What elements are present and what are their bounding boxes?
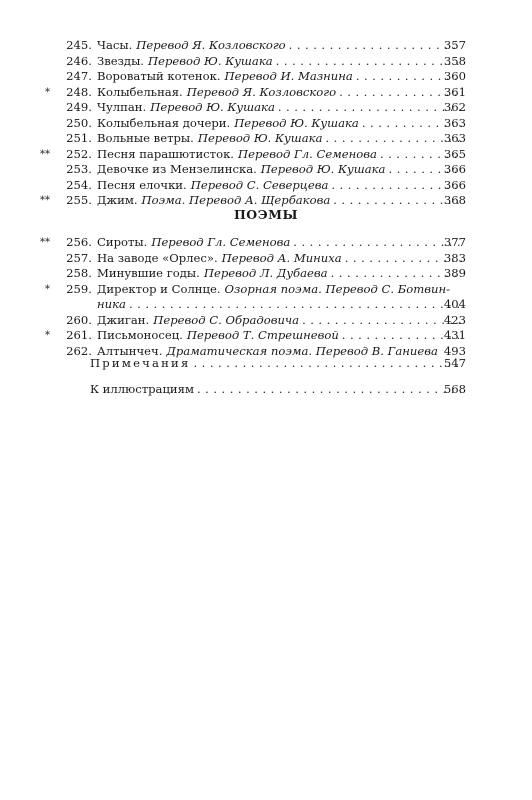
entry-page: 363 <box>443 131 466 145</box>
entry-page: 365 <box>443 146 466 161</box>
songs-list <box>0 38 532 209</box>
entry-number: 259. <box>66 281 92 296</box>
entry-number: 252. <box>66 146 92 161</box>
entry-number: 262. <box>66 343 92 358</box>
toc-entry <box>0 147 532 163</box>
entry-number: 246. <box>66 53 92 68</box>
entry-number: 250. <box>66 115 92 130</box>
entry-page: 366 <box>443 162 466 176</box>
entry-translator: Перевод Я. Козловского <box>186 84 337 99</box>
entry-number: 245. <box>66 38 92 52</box>
toc-entry <box>0 378 532 400</box>
entry-page: 389 <box>443 266 466 280</box>
entry-title: Джим. <box>97 193 138 207</box>
entry-number: 256. <box>66 235 92 249</box>
toc-entry <box>0 38 532 54</box>
toc-entry <box>0 266 532 282</box>
toc-entry <box>0 282 532 298</box>
entry-title: Вольные ветры. <box>97 131 194 145</box>
entry-mark: * <box>45 283 50 295</box>
entry-number: 249. <box>66 100 92 114</box>
entry-mark: ** <box>40 195 50 206</box>
appendix-list <box>0 352 532 400</box>
toc-entry <box>0 69 532 85</box>
entry-translator: Перевод И. Мазнина <box>224 69 353 83</box>
entry-mark: * <box>45 330 50 341</box>
entry-number: 260. <box>66 312 92 327</box>
toc-entry <box>0 54 532 70</box>
entry-page: 423 <box>443 312 466 327</box>
entry-title: Часы. <box>97 38 133 52</box>
entry-translator: ника <box>97 297 126 311</box>
toc-entry <box>0 178 532 194</box>
dot-leader <box>275 100 462 116</box>
entry-page: 366 <box>443 177 466 192</box>
entry-translator: Перевод Ю. Кушака <box>150 100 275 114</box>
entry-translator: Перевод Ю. Кушака <box>234 115 359 130</box>
dot-leader <box>190 352 462 374</box>
toc-entry-continuation <box>0 297 532 313</box>
entry-translator: Перевод Я. Козловского <box>136 38 286 52</box>
entry-title: Примечания <box>90 356 191 370</box>
entry-title: Директор и Солнце. <box>97 281 221 296</box>
entry-title: Вороватый котенок. <box>97 69 221 83</box>
toc-entry <box>0 328 532 344</box>
entry-page: 404 <box>443 297 466 311</box>
entry-number: 258. <box>66 266 92 280</box>
entry-number: 248. <box>66 84 92 99</box>
toc-entry <box>0 235 532 251</box>
entry-page: 383 <box>443 250 466 265</box>
entry-number: 257. <box>66 250 92 265</box>
entry-number: 247. <box>66 69 92 83</box>
entry-translator: Перевод Ю. Кушака <box>197 131 323 145</box>
entry-title: Чулпан. <box>97 100 147 114</box>
dot-leader <box>194 378 462 400</box>
toc-entry <box>0 85 532 101</box>
entry-translator: Озорная поэма. Перевод С. Ботвин- <box>224 281 451 296</box>
entry-translator: Перевод Ю. Кушака <box>148 53 273 68</box>
entry-translator: Драматическая поэма. Перевод В. Ганиева <box>166 343 438 358</box>
entry-title: Джиган. <box>97 312 150 327</box>
entry-page: 357 <box>443 38 466 52</box>
entry-page: 547 <box>443 356 466 370</box>
toc-entry <box>0 131 532 147</box>
entry-title: Сироты. <box>97 235 148 249</box>
entry-title: Колыбельная. <box>97 84 183 99</box>
entry-title: К иллюстрациям <box>90 382 194 396</box>
entry-page: 431 <box>443 328 466 342</box>
dot-leader <box>126 297 462 313</box>
entry-page: 358 <box>443 53 466 68</box>
entry-mark: ** <box>40 237 50 248</box>
entry-title: Девочке из Мензелинска. <box>97 162 257 176</box>
entry-translator: Перевод Ю. Кушака <box>260 162 386 176</box>
entry-page: 568 <box>443 382 466 396</box>
toc-entry <box>0 116 532 132</box>
dot-leader <box>273 54 462 70</box>
entry-number: 251. <box>66 131 92 145</box>
entry-page: 368 <box>443 193 466 207</box>
toc-entry <box>0 313 532 329</box>
entry-translator: Перевод Гл. Семенова <box>238 146 377 161</box>
entry-title: Минувшие годы. <box>97 266 200 280</box>
toc-entry <box>0 162 532 178</box>
entry-translator: Поэма. Перевод А. Щербакова <box>141 193 331 207</box>
entry-mark: * <box>45 86 50 98</box>
entry-translator: Перевод Гл. Семенова <box>151 235 291 249</box>
toc-entry <box>0 251 532 267</box>
entry-page: 493 <box>443 343 466 358</box>
entry-translator: Перевод С. Обрадовича <box>153 312 300 327</box>
entry-translator: Перевод С. Северцева <box>190 177 329 192</box>
entry-page: 363 <box>443 115 466 130</box>
poems-list <box>0 235 532 359</box>
entry-number: 254. <box>66 177 92 192</box>
entry-title: Песня парашютисток. <box>97 146 234 161</box>
toc-entry <box>0 352 532 374</box>
entry-translator: Перевод А. Миниха <box>221 250 342 265</box>
entry-page: 360 <box>443 69 466 83</box>
entry-title: Письмоносец. <box>97 328 183 342</box>
entry-number: 255. <box>66 193 92 207</box>
entry-page: 377 <box>443 235 466 249</box>
entry-title: Звезды. <box>97 53 144 68</box>
entry-translator: Перевод Л. Дубаева <box>203 266 328 280</box>
entry-number: 261. <box>66 328 92 342</box>
toc-entry <box>0 100 532 116</box>
entry-title: Алтынчеч. <box>97 343 163 358</box>
entry-number: 253. <box>66 162 92 176</box>
entry-title: Песня елочки. <box>97 177 187 192</box>
entry-title: На заводе «Орлес». <box>97 250 218 265</box>
entry-page: 361 <box>443 84 466 99</box>
entry-translator: Перевод Т. Стрешневой <box>186 328 339 342</box>
entry-title: Колыбельная дочери. <box>97 115 231 130</box>
section-heading: ПОЭМЫ <box>234 207 298 222</box>
entry-page: 362 <box>443 100 466 114</box>
entry-mark: ** <box>40 148 50 160</box>
